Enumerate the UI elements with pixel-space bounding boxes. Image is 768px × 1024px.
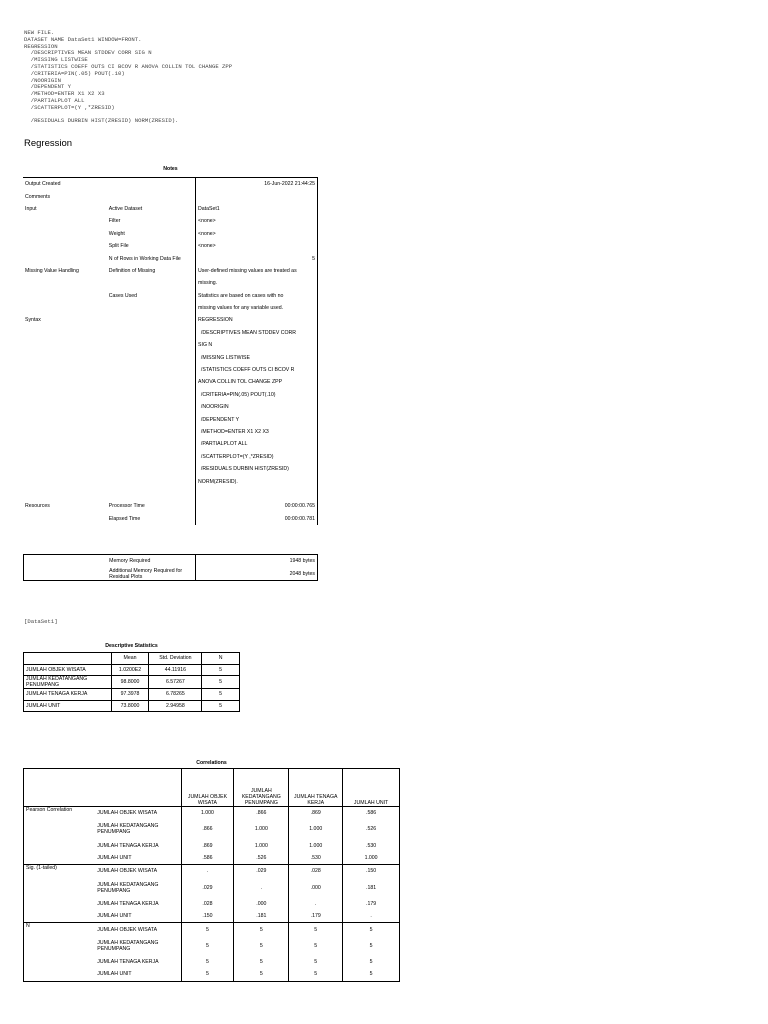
syntax-line: /CRITERIA=PIN(.05) POUT(.10) — [24, 69, 125, 77]
elapsed-time-value: 00:00:00.781 — [196, 513, 318, 525]
additional-memory-line1: Additional Memory Required for — [109, 567, 183, 574]
notes-syntax-line: /STATISTICS COEFF OUTS CI BCOV R — [196, 364, 318, 376]
notes-syntax-line: ANOVA COLLIN TOL CHANGE ZPP — [196, 376, 318, 388]
row-label: JUMLAH TENAGA KERJA — [97, 958, 159, 965]
row-label: JUMLAH TENAGA KERJA — [97, 900, 159, 907]
filter-value: <none> — [196, 215, 318, 227]
table-row — [23, 302, 318, 314]
table-row — [23, 203, 318, 215]
syntax-line: REGRESSION — [24, 42, 58, 50]
def-missing-line2: missing. — [196, 277, 318, 289]
value-cell: .586 — [343, 807, 400, 820]
notes-syntax-line: /MISSING LISTWISE — [196, 351, 318, 363]
syntax-line: /METHOD=ENTER X1 X2 X3 — [24, 90, 105, 98]
table-row — [24, 936, 400, 956]
table-row — [24, 878, 400, 898]
value-cell: .028 — [181, 898, 234, 910]
table-row — [23, 376, 318, 388]
section-label: Pearson Correlation — [24, 807, 96, 820]
syntax-line: /RESIDUALS DURBIN HIST(ZRESID) NORM(ZRESID). — [24, 117, 179, 125]
table-row — [24, 910, 400, 923]
syntax-line: /SCATTERPLOT=(Y ,*ZRESID) — [24, 103, 115, 111]
table-row — [24, 555, 318, 568]
value-cell: 1.000 — [234, 839, 289, 851]
page-title: Regression — [24, 138, 73, 149]
table-row — [24, 839, 400, 851]
row-sublabel: Active Dataset — [108, 205, 143, 212]
value-cell: .028 — [289, 865, 343, 878]
syntax-log — [24, 30, 232, 125]
notes-syntax-line: SIG N — [196, 339, 318, 351]
notes-syntax-line: /DESCRIPTIVES MEAN STDDEV CORR — [196, 327, 318, 339]
value-cell: 1.000 — [181, 807, 234, 820]
row-label: JUMLAH OBJEK WISATA — [95, 865, 181, 878]
descriptives-title: Descriptive Statistics — [105, 643, 158, 649]
syntax-line: NEW FILE. — [24, 29, 55, 36]
notes-syntax-line: /RESIDUALS DURBIN HIST(ZRESID) — [196, 463, 318, 475]
row-sublabel: Definition of Missing — [108, 267, 156, 274]
value-cell: .526 — [343, 819, 400, 839]
row-sublabel: Processor Time — [108, 503, 145, 510]
row-sublabel: Memory Required — [109, 558, 151, 565]
table-row — [24, 819, 400, 839]
sd-cell: 44.11916 — [149, 664, 202, 676]
notes-syntax-line: /NOORIGIN — [196, 401, 318, 413]
descriptives-table — [23, 652, 240, 712]
table-row — [23, 500, 318, 512]
cases-used-line2: missing values for any variable used. — [196, 302, 318, 314]
column-header: JUMLAH OBJEK WISATA — [181, 769, 234, 807]
processor-time-value: 00:00:00.765 — [196, 500, 318, 512]
value-cell: . — [289, 898, 343, 910]
table-row — [23, 252, 318, 264]
syntax-line: /NOORIGIN — [24, 76, 61, 84]
table-row — [24, 852, 400, 865]
mean-cell: 97.3978 — [111, 689, 149, 701]
syntax-line: /DEPENDENT Y — [24, 83, 71, 91]
def-missing-line1: User-defined missing values are treated as — [196, 265, 318, 277]
value-cell: 5 — [181, 956, 234, 968]
additional-memory-line2: Residual Plots — [109, 573, 143, 580]
notes-title: Notes — [163, 166, 178, 172]
value-cell: 5 — [181, 936, 234, 956]
notes-table — [23, 177, 318, 525]
row-sublabel: N of Rows in Working Data File — [108, 255, 181, 262]
value-cell: 5 — [234, 923, 289, 936]
row-sublabel: Cases Used — [108, 292, 138, 299]
value-cell: 5 — [343, 923, 400, 936]
value-cell: 5 — [343, 956, 400, 968]
row-label: Output Created — [23, 178, 107, 191]
value-cell: 5 — [234, 956, 289, 968]
value-cell: .530 — [343, 839, 400, 851]
table-row — [23, 364, 318, 376]
sd-cell: 6.78265 — [149, 689, 202, 701]
table-row — [24, 968, 400, 981]
value-cell: 5 — [289, 956, 343, 968]
sd-cell: 2.94958 — [149, 700, 202, 712]
row-sublabel: Filter — [108, 218, 121, 225]
table-row — [23, 389, 318, 401]
table-row — [24, 807, 400, 820]
table-row — [23, 178, 318, 191]
dataset-label: [DataSet1] — [24, 618, 58, 625]
row-label: JUMLAH TENAGA KERJA — [24, 689, 112, 701]
table-row — [23, 339, 318, 351]
table-row — [23, 475, 318, 487]
n-cell: 5 — [202, 676, 240, 689]
memory-table — [23, 554, 318, 581]
value-cell: 5 — [343, 936, 400, 956]
column-header: JUMLAH UNIT — [343, 769, 400, 807]
column-header: N — [202, 653, 240, 665]
column-header: JUMLAH TENAGA KERJA — [289, 769, 343, 807]
correlations-title: Correlations — [196, 760, 227, 766]
row-label: JUMLAH KEDATANGANG PENUMPANG — [97, 823, 159, 836]
syntax-line: /DESCRIPTIVES MEAN STDDEV CORR SIG N — [24, 49, 152, 57]
value-cell: 5 — [234, 968, 289, 981]
notes-syntax-line: /SCATTERPLOT=(Y ,*ZRESID) — [196, 451, 318, 463]
row-label: JUMLAH OBJEK WISATA — [95, 923, 181, 936]
value-cell: 1.000 — [343, 852, 400, 865]
nrows-value: 5 — [196, 252, 318, 264]
section-label: Sig. (1-tailed) — [24, 865, 96, 878]
table-row — [23, 240, 318, 252]
table-row — [24, 700, 240, 712]
notes-syntax-line: NORM(ZRESID). — [196, 475, 318, 487]
cases-used-line1: Statistics are based on cases with no — [196, 290, 318, 302]
additional-memory-value: 2048 bytes — [196, 568, 318, 581]
n-cell: 5 — [202, 700, 240, 712]
table-row — [24, 923, 400, 936]
syntax-line: /MISSING LISTWISE — [24, 56, 88, 64]
split-file-value: <none> — [196, 240, 318, 252]
table-row — [23, 290, 318, 302]
column-header: Std. Deviation — [149, 653, 202, 665]
row-label: JUMLAH OBJEK WISATA — [95, 807, 181, 820]
value-cell: 5 — [289, 936, 343, 956]
value-cell: .586 — [181, 852, 234, 865]
value-cell: .150 — [343, 865, 400, 878]
value-cell: .866 — [234, 807, 289, 820]
syntax-line: DATASET NAME DataSet1 WINDOW=FRONT. — [24, 35, 142, 43]
notes-syntax-line: REGRESSION — [196, 314, 318, 326]
value-cell: .000 — [234, 898, 289, 910]
value-cell: 1.000 — [289, 839, 343, 851]
mean-cell: 98.8000 — [111, 676, 149, 689]
value-cell: . — [234, 878, 289, 898]
table-row — [23, 327, 318, 339]
table-row — [24, 865, 400, 878]
table-row — [23, 413, 318, 425]
table-row — [23, 265, 318, 277]
row-label: JUMLAH UNIT — [95, 910, 181, 923]
mean-cell: 73.8000 — [111, 700, 149, 712]
row-label: JUMLAH UNIT — [24, 700, 112, 712]
value-cell: .000 — [289, 878, 343, 898]
n-cell: 5 — [202, 689, 240, 701]
notes-syntax-line: /METHOD=ENTER X1 X2 X3 — [196, 426, 318, 438]
table-row — [24, 689, 240, 701]
row-label: JUMLAH KEDATANGANG PENUMPANG — [24, 676, 112, 689]
notes-syntax-line: /PARTIALPLOT ALL — [196, 438, 318, 450]
row-label: JUMLAH UNIT — [95, 968, 181, 981]
column-header: JUMLAH KEDATANGANG PENUMPANG — [234, 769, 289, 807]
table-row — [24, 956, 400, 968]
value-cell: .150 — [181, 910, 234, 923]
column-header: Mean — [111, 653, 149, 665]
table-row — [23, 426, 318, 438]
table-row — [23, 314, 318, 326]
row-sublabel — [107, 568, 196, 581]
value-cell: .869 — [181, 839, 234, 851]
value-cell: 5 — [234, 936, 289, 956]
value-cell: .181 — [343, 878, 400, 898]
table-header-row — [24, 769, 400, 807]
row-label: JUMLAH OBJEK WISATA — [24, 664, 112, 676]
table-row — [24, 676, 240, 689]
row-label: Input — [25, 205, 37, 212]
weight-value: <none> — [196, 228, 318, 240]
value-cell: .530 — [289, 852, 343, 865]
table-row — [23, 215, 318, 227]
notes-syntax-line: /CRITERIA=PIN(.05) POUT(.10) — [196, 389, 318, 401]
mean-cell: 1.0200E2 — [111, 664, 149, 676]
table-row — [23, 351, 318, 363]
table-row — [23, 513, 318, 525]
row-label: Syntax — [25, 317, 41, 324]
table-row — [23, 190, 318, 202]
value-cell: .526 — [234, 852, 289, 865]
section-label: N — [24, 923, 96, 936]
value-cell: 1.000 — [234, 819, 289, 839]
row-label: JUMLAH KEDATANGANG PENUMPANG — [97, 881, 159, 894]
value-cell: .866 — [181, 819, 234, 839]
sd-cell: 6.57267 — [149, 676, 202, 689]
value-cell: .179 — [289, 910, 343, 923]
value-cell: 5 — [181, 923, 234, 936]
table-row — [23, 463, 318, 475]
row-sublabel: Weight — [108, 230, 125, 237]
syntax-line: /PARTIALPLOT ALL — [24, 96, 85, 104]
table-row — [23, 277, 318, 289]
value-cell: .869 — [289, 807, 343, 820]
active-dataset-value: DataSet1 — [196, 203, 318, 215]
n-cell: 5 — [202, 664, 240, 676]
output-created-value: 16-Jun-2022 21:44:25 — [196, 178, 318, 191]
table-row — [23, 401, 318, 413]
value-cell: .029 — [181, 878, 234, 898]
table-row — [23, 438, 318, 450]
row-label: Resources — [25, 503, 50, 510]
table-row — [23, 451, 318, 463]
value-cell: 5 — [343, 968, 400, 981]
memory-required-value: 1948 bytes — [196, 555, 318, 568]
value-cell: .179 — [343, 898, 400, 910]
row-label: JUMLAH UNIT — [95, 852, 181, 865]
value-cell: 5 — [289, 923, 343, 936]
value-cell: 5 — [181, 968, 234, 981]
value-cell: 5 — [289, 968, 343, 981]
row-label: JUMLAH KEDATANGANG PENUMPANG — [97, 939, 159, 952]
table-row — [24, 664, 240, 676]
value-cell: . — [181, 865, 234, 878]
value-cell: .181 — [234, 910, 289, 923]
table-row — [24, 568, 318, 581]
notes-syntax-line: /DEPENDENT Y — [196, 413, 318, 425]
column-header — [24, 653, 112, 665]
table-row — [23, 228, 318, 240]
row-label: JUMLAH TENAGA KERJA — [97, 842, 159, 849]
table-row — [24, 898, 400, 910]
row-sublabel: Elapsed Time — [108, 515, 141, 522]
value-cell: .029 — [234, 865, 289, 878]
value-cell: 1.000 — [289, 819, 343, 839]
row-label: Missing Value Handling — [25, 267, 79, 274]
syntax-line: /STATISTICS COEFF OUTS CI BCOV R ANOVA COLLIN TOL CHANGE ZPP — [24, 62, 233, 70]
row-label: Comments — [25, 193, 51, 200]
table-header-row — [24, 653, 240, 665]
table-row — [23, 488, 318, 500]
row-sublabel: Split File — [108, 243, 129, 250]
value-cell: . — [343, 910, 400, 923]
correlations-table — [23, 768, 400, 982]
